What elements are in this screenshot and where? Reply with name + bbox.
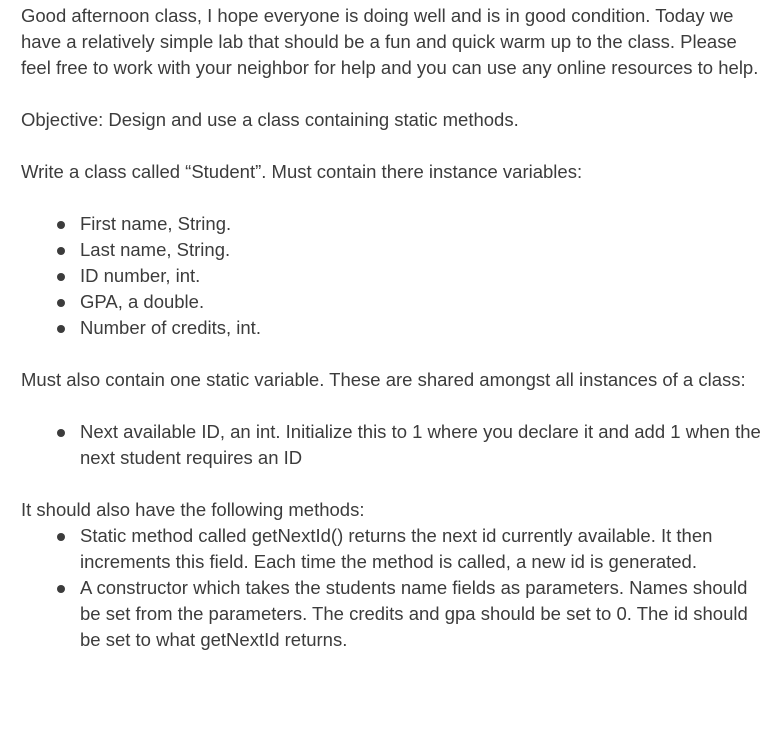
list-item: A constructor which takes the students name fields as parameters. Names should be set from the parameters. The credits and gpa should be set to 0. The id should be set to what getNextId returns.	[21, 575, 761, 653]
methods-list	[21, 523, 761, 653]
instance-variables-list	[21, 211, 761, 341]
list-item: Next available ID, an int. Initialize this to 1 where you declare it and add 1 when the next student requires an ID	[21, 419, 761, 471]
list-item: GPA, a double.	[21, 289, 761, 315]
list-item: Number of credits, int.	[21, 315, 761, 341]
methods-instruction-paragraph: It should also have the following methods:	[21, 499, 365, 520]
list-item: Last name, String.	[21, 237, 761, 263]
document-page	[21, 3, 761, 653]
static-variables-list	[21, 419, 761, 471]
list-item: First name, String.	[21, 211, 761, 237]
list-item: ID number, int.	[21, 263, 761, 289]
objective-paragraph: Objective: Design and use a class containing static methods.	[21, 109, 519, 130]
intro-paragraph: Good afternoon class, I hope everyone is doing well and is in good condition. Today we have a relatively simple lab that should be a fun and quick warm up to the class. Please feel free to work with your neighbor for help and you can use any online resources to help.	[21, 5, 759, 78]
list-item: Static method called getNextId() returns the next id currently available. It then increments this field. Each time the method is called, a new id is generated.	[21, 523, 761, 575]
static-instruction-paragraph: Must also contain one static variable. These are shared amongst all instances of a class:	[21, 369, 746, 390]
class-instruction-paragraph: Write a class called “Student”. Must contain there instance variables:	[21, 161, 583, 182]
